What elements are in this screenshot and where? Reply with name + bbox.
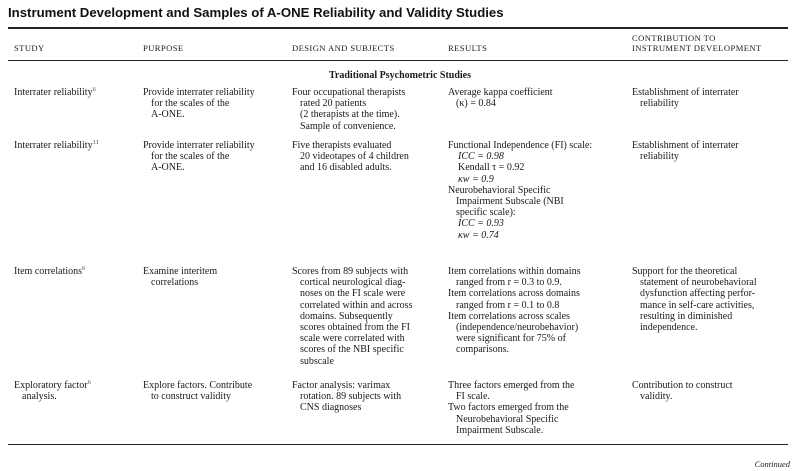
purpose-cell: Provide interrater reliability for the scales of the A-ONE. bbox=[143, 87, 255, 121]
title-rule bbox=[8, 27, 788, 29]
contribution-cell: Support for the theoretical statement of neurobehavioral dysfunction affecting perfor- mance in self-care activities, resulting in diminished independence. bbox=[632, 266, 757, 334]
purpose-cell: Examine interitem correlations bbox=[143, 266, 218, 289]
contribution-cell: Contribution to construct validity. bbox=[632, 380, 733, 403]
results-cell: Three factors emerged from the FI scale. Two factors emerged from the Neurobehavioral Specific Impairment Subscale. bbox=[448, 380, 575, 436]
reference-link[interactable]: 6 bbox=[87, 379, 91, 386]
design-cell: Scores from 89 subjects with cortical neurological diag- noses on the FI scale were correlated within and across domains. Subsequently scores obtained from the FI scale were correlated with scores of the NBI specific subscale bbox=[292, 266, 413, 367]
results-cell: Functional Independence (FI) scale: ICC = 0.98 Kendall τ = 0.92 κw = 0.9 Neurobehavioral Specific Impairment Subscale (NBI specific scale): ICC = 0.93 κw = 0.74 bbox=[448, 140, 593, 241]
design-cell: Five therapists evaluated 20 videotapes of 4 children and 16 disabled adults. bbox=[292, 140, 409, 174]
results-cell: Average kappa coefficient (κ) = 0.84 bbox=[448, 87, 553, 110]
purpose-cell: Provide interrater reliability for the scales of the A-ONE. bbox=[143, 140, 255, 174]
study-cell: Interrater reliability$^6$ bbox=[14, 86, 96, 98]
reference-link[interactable]: 6 bbox=[82, 265, 86, 272]
header-study: STUDY bbox=[14, 43, 45, 53]
results-cell: Item correlations within domains ranged from r = 0.3 to 0.9. Item correlations across domains ranged from r = 0.1 to 0.8 Item correlations across scales (independence/neurobehavior) were significant for 75% of comparisons. bbox=[448, 266, 581, 356]
purpose-cell: Explore factors. Contribute to construct validity bbox=[143, 380, 253, 403]
header-results: RESULTS bbox=[448, 43, 488, 53]
continued-note: Continued bbox=[754, 459, 790, 469]
reference-link[interactable]: 11 bbox=[92, 139, 99, 146]
study-cell: Item correlations$^6$ bbox=[14, 265, 86, 277]
header-contribution: CONTRIBUTION TO INSTRUMENT DEVELOPMENT bbox=[632, 33, 762, 53]
section-heading: Traditional Psychometric Studies bbox=[328, 70, 472, 81]
contribution-cell: Establishment of interrater reliability bbox=[632, 140, 739, 163]
bottom-rule bbox=[8, 444, 788, 445]
design-cell: Four occupational therapists rated 20 patients (2 therapists at the time). Sample of convenience. bbox=[292, 87, 406, 132]
table-header bbox=[0, 33, 800, 56]
header-rule bbox=[8, 60, 788, 61]
header-design: DESIGN AND SUBJECTS bbox=[292, 43, 395, 53]
table-title: Instrument Development and Samples of A-ONE Reliability and Validity Studies bbox=[8, 5, 504, 20]
contribution-cell: Establishment of interrater reliability bbox=[632, 87, 739, 110]
design-cell: Factor analysis: varimax rotation. 89 subjects with CNS diagnoses bbox=[292, 380, 402, 414]
reference-link[interactable]: 6 bbox=[92, 86, 96, 93]
header-purpose: PURPOSE bbox=[143, 43, 184, 53]
study-cell: Exploratory factor$^6$ analysis. bbox=[14, 379, 91, 403]
study-cell: Interrater reliability$^{11}$ bbox=[14, 139, 99, 151]
